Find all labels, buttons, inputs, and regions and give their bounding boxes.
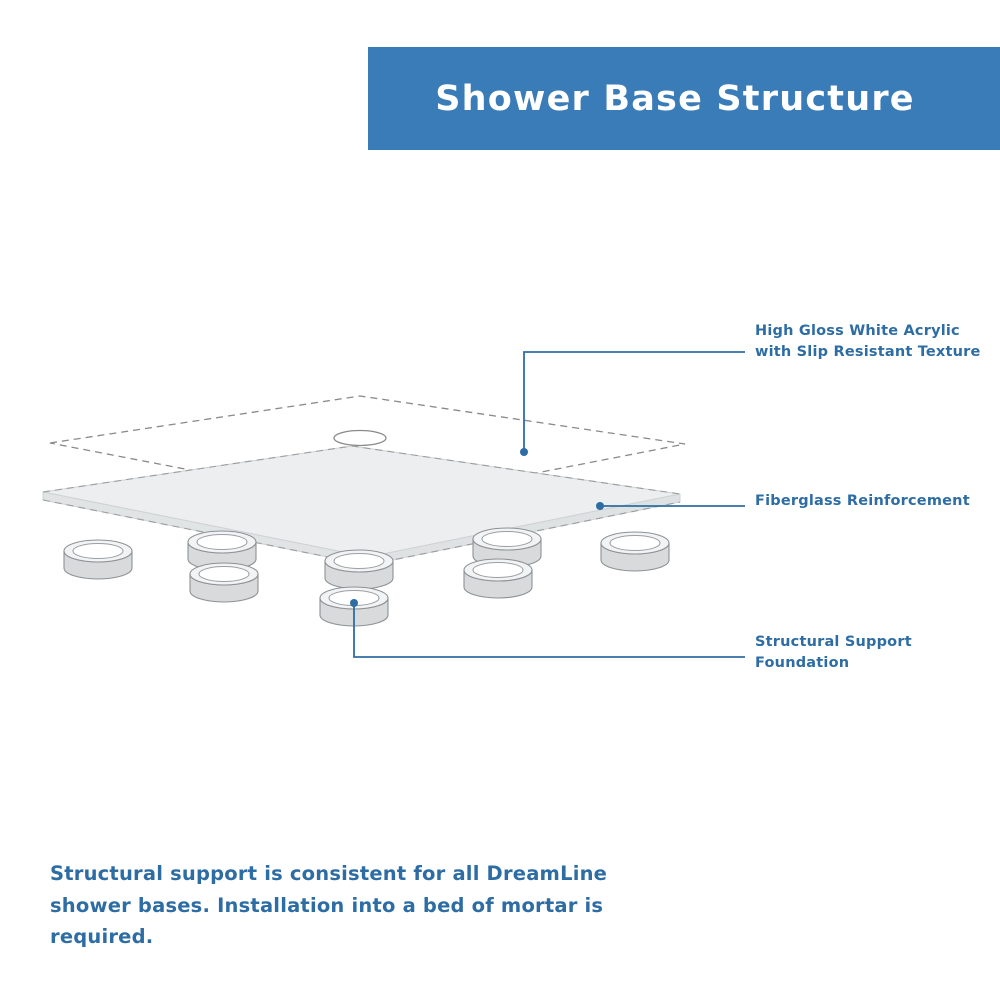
support-ring: [190, 563, 258, 602]
support-ring: [601, 532, 669, 571]
drain-opening-icon: [334, 431, 386, 446]
fiberglass-layer-top: [43, 446, 680, 557]
leader-line-support: [354, 603, 745, 657]
page-title: Shower Base Structure: [435, 78, 915, 119]
callout-label-fiberglass: Fiberglass Reinforcement: [755, 493, 970, 509]
leader-dot-acrylic: [520, 448, 528, 456]
leader-dot-support: [350, 599, 358, 607]
callout-label-support: Structural Support Foundation: [755, 634, 912, 672]
support-ring: [464, 559, 532, 598]
support-ring: [64, 540, 132, 579]
footer-note: Structural support is consistent for all DreamLine shower bases. Installation into a bed of mortar is required.: [50, 862, 608, 949]
callout-label-acrylic: High Gloss White Acrylic with Slip Resistant Texture: [755, 323, 981, 361]
support-ring: [325, 550, 393, 589]
leader-dot-fiberglass: [596, 502, 604, 510]
